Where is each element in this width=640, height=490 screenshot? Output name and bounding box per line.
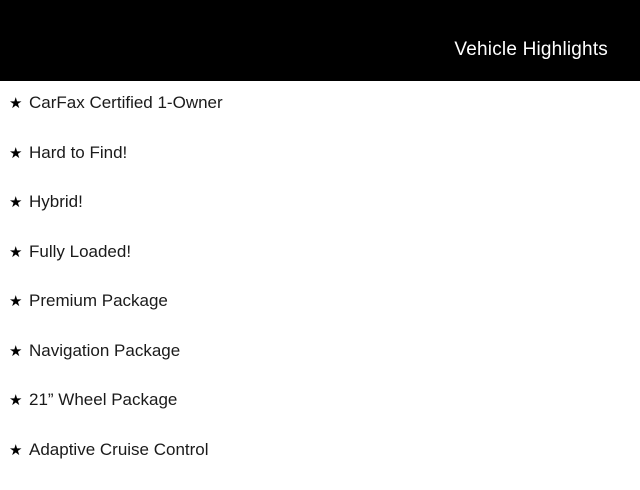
star-icon: ★ xyxy=(9,344,29,359)
header-bar xyxy=(0,0,640,81)
list-item-label: Adaptive Cruise Control xyxy=(29,441,209,458)
list-item-label: 21” Wheel Package xyxy=(29,391,177,408)
list-item xyxy=(0,342,640,392)
list-item-label: Fully Loaded! xyxy=(29,243,131,260)
page-title: Vehicle Highlights xyxy=(454,21,640,61)
star-icon: ★ xyxy=(9,195,29,210)
list-item-label: Hybrid! xyxy=(29,193,83,210)
list-item-label: Hard to Find! xyxy=(29,144,127,161)
list-item xyxy=(0,193,640,243)
star-icon: ★ xyxy=(9,294,29,309)
star-icon: ★ xyxy=(9,443,29,458)
highlights-list xyxy=(0,81,640,490)
star-icon: ★ xyxy=(9,146,29,161)
list-item-label: Navigation Package xyxy=(29,342,180,359)
list-item xyxy=(0,94,640,144)
list-item xyxy=(0,292,640,342)
star-icon: ★ xyxy=(9,393,29,408)
list-item xyxy=(0,441,640,490)
list-item-label: CarFax Certified 1-Owner xyxy=(29,94,223,111)
list-item xyxy=(0,243,640,293)
star-icon: ★ xyxy=(9,245,29,260)
list-item xyxy=(0,144,640,194)
star-icon: ★ xyxy=(9,96,29,111)
list-item xyxy=(0,391,640,441)
list-item-label: Premium Package xyxy=(29,292,168,309)
